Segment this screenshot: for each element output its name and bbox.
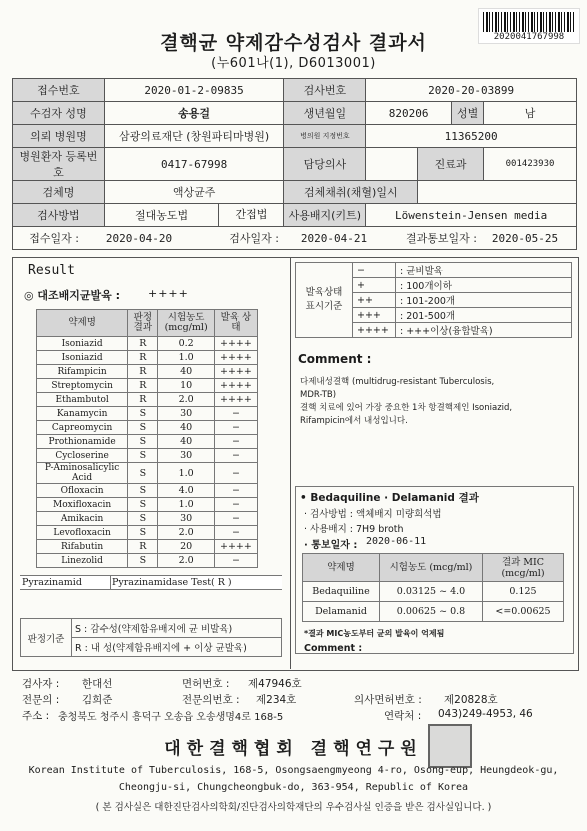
growth-desc: : 201-500개 — [396, 308, 572, 323]
drug-name: Isoniazid — [37, 337, 128, 351]
drug-name: Amikacin — [37, 512, 128, 526]
drug-concentration: 2.0 — [158, 393, 214, 407]
dept-label: 진료과 — [418, 148, 484, 181]
specialist-label: 전문의 : — [22, 694, 60, 706]
medium: Löwenstein-Jensen media — [366, 204, 577, 227]
drug-name: Linezolid — [37, 554, 128, 568]
control-growth-value: ++++ — [148, 287, 189, 300]
drug-concentration: 20 — [158, 540, 214, 554]
bd-col-mic: 결과 MIC (mcg/ml) — [483, 554, 564, 582]
drug-name: Cycloserine — [37, 449, 128, 463]
growth-sym: ++ — [353, 293, 396, 308]
dept: 001423930 — [484, 148, 577, 181]
criteria-label: 판정기준 — [21, 619, 72, 657]
examiner-name: 한대선 — [82, 678, 113, 690]
drug-name: Isoniazid — [37, 351, 128, 365]
specimen-label: 검체명 — [13, 181, 105, 204]
address: 충청북도 청주시 흥덕구 오송읍 오송생명4로 168-5 — [58, 712, 284, 723]
growth-sym: − — [353, 263, 396, 278]
bd-notify-date: 2020-06-11 — [366, 536, 427, 547]
method-label: 검사방법 — [13, 204, 105, 227]
doctor-license-no: 제20828호 — [444, 694, 498, 706]
growth-sym: + — [353, 278, 396, 293]
pyrazinamide-label: Pyrazinamid — [20, 576, 111, 589]
bd-comment-label: Comment : — [304, 643, 363, 654]
comment-line: MDR-TB) — [300, 390, 337, 400]
comment-line: 결핵 치료에 있어 가장 중요한 1차 항결핵제인 Isoniazid, — [300, 403, 513, 413]
drug-name: Ofloxacin — [37, 484, 128, 498]
criteria-r: R : 내 성(약제함유배지에 + 이상 균발육) — [72, 638, 282, 657]
drug-growth: − — [214, 463, 257, 484]
specimen: 액상균주 — [104, 181, 284, 204]
table-row — [37, 435, 258, 449]
drug-growth: ++++ — [214, 379, 257, 393]
barcode-number: 2020041767998 — [493, 32, 565, 42]
drug-result: S — [128, 463, 158, 484]
drug-growth: − — [214, 407, 257, 421]
hospital-code: 11365200 — [366, 125, 577, 148]
drug-concentration: 1.0 — [158, 498, 214, 512]
bd-concentration: 0.03125 ~ 4.0 — [380, 582, 483, 602]
patient-reg-no: 0417-67998 — [104, 148, 284, 181]
growth-desc: : 100개이하 — [396, 278, 572, 293]
drug-concentration: 40 — [158, 365, 214, 379]
institute-address-en-2: Cheongju-si, Chungcheongbuk-do, 363-954, Republic of Korea — [118, 782, 469, 793]
document-title: 결핵균 약제감수성검사 결과서 — [160, 32, 427, 54]
drug-result: R — [128, 351, 158, 365]
drug-concentration: 1.0 — [158, 351, 214, 365]
institute-name: 대한결핵협회 결핵연구원 — [164, 739, 423, 759]
growth-sym: ++++ — [353, 323, 396, 338]
growth-desc: : 101-200개 — [396, 293, 572, 308]
patient-name-label: 수검자 성명 — [13, 102, 105, 125]
table-row — [37, 421, 258, 435]
col-result: 판정 결과 — [128, 310, 158, 337]
drug-result: R — [128, 365, 158, 379]
notify-date: 2020-05-25 — [491, 231, 559, 245]
drug-growth: − — [214, 526, 257, 540]
drug-growth: − — [214, 435, 257, 449]
drug-concentration: 10 — [158, 379, 214, 393]
drug-growth: ++++ — [214, 365, 257, 379]
bd-heading: • Bedaquiline · Delamanid 결과 — [300, 492, 479, 504]
doctor-name — [366, 148, 418, 181]
comment-line: 다제내성결핵 (multidrug-resistant Tuberculosis, — [300, 377, 495, 387]
comment-body — [300, 376, 570, 428]
bd-mic: 0.125 — [483, 582, 564, 602]
table-row — [37, 540, 258, 554]
indirect-label: 간접법 — [218, 204, 283, 226]
drug-result: S — [128, 449, 158, 463]
drug-result: S — [128, 526, 158, 540]
table-row — [37, 463, 258, 484]
drug-result: R — [128, 379, 158, 393]
growth-sym: +++ — [353, 308, 396, 323]
drug-result: S — [128, 498, 158, 512]
col-drug: 약제명 — [37, 310, 128, 337]
control-growth-label: ◎ 대조배지균발육 : — [24, 289, 121, 302]
examiner-label: 검사자 : — [22, 678, 60, 690]
table-row — [37, 449, 258, 463]
bd-drug: Delamanid — [303, 602, 380, 622]
result-heading: Result — [28, 263, 75, 278]
drug-growth: ++++ — [214, 337, 257, 351]
table-row — [37, 393, 258, 407]
drug-result: S — [128, 407, 158, 421]
drug-concentration: 4.0 — [158, 484, 214, 498]
comment-line: Rifampicin에서 내성입니다. — [300, 416, 408, 426]
bd-medium: · 사용배지 : 7H9 broth — [304, 524, 404, 535]
growth-legend-table — [295, 262, 572, 338]
receipt-date: 2020-04-20 — [105, 231, 173, 245]
drug-growth: − — [214, 512, 257, 526]
document-subtitle: (누601나(1), D6013001) — [211, 56, 376, 71]
specialist-license-no: 제234호 — [256, 694, 297, 706]
drug-growth: − — [214, 498, 257, 512]
receipt-no-label: 접수번호 — [13, 79, 105, 102]
notify-date-label: 결과통보일자 : — [406, 232, 477, 245]
birth-date: 820206 — [366, 102, 452, 125]
growth-legend-label: 발육상태 표시기준 — [296, 263, 353, 338]
drug-result: S — [128, 435, 158, 449]
result-divider — [290, 257, 291, 669]
hospital-name: 삼광의료재단 (창원파티마병원) — [104, 125, 284, 148]
pyrazinamide-row — [20, 575, 282, 590]
drug-growth: − — [214, 449, 257, 463]
drug-result: S — [128, 554, 158, 568]
birth-label: 생년월일 — [284, 102, 366, 125]
drug-name: Levofloxacin — [37, 526, 128, 540]
drug-name: P-Aminosalicylic Acid — [37, 463, 128, 484]
table-row — [37, 512, 258, 526]
drug-name: Moxifloxacin — [37, 498, 128, 512]
bd-method: · 검사방법 : 액체배지 미량희석법 — [304, 509, 442, 520]
table-row — [37, 351, 258, 365]
drug-growth: − — [214, 484, 257, 498]
drug-name: Ethambutol — [37, 393, 128, 407]
drug-growth: ++++ — [214, 393, 257, 407]
drug-concentration: 30 — [158, 512, 214, 526]
drug-concentration: 2.0 — [158, 526, 214, 540]
table-row — [37, 554, 258, 568]
table-row — [37, 407, 258, 421]
criteria-table — [20, 618, 282, 657]
drug-growth: ++++ — [214, 540, 257, 554]
medium-label: 사용배지(키트) — [284, 204, 366, 227]
drug-result: S — [128, 484, 158, 498]
specialist-license-label: 전문의번호 : — [182, 694, 240, 706]
table-row — [37, 379, 258, 393]
exam-no: 2020-20-03899 — [366, 79, 577, 102]
sex: 남 — [484, 102, 577, 125]
drug-name: Kanamycin — [37, 407, 128, 421]
bd-drug: Bedaquiline — [303, 582, 380, 602]
drug-name: Streptomycin — [37, 379, 128, 393]
bd-result-table — [302, 553, 564, 622]
drug-result: S — [128, 512, 158, 526]
comment-heading: Comment : — [298, 352, 372, 366]
sex-label: 성별 — [452, 102, 484, 125]
exam-date: 2020-04-21 — [300, 231, 368, 245]
table-row — [37, 526, 258, 540]
drug-result: S — [128, 421, 158, 435]
drug-growth: − — [214, 554, 257, 568]
bd-notify-label: · 통보일자 : — [304, 540, 358, 551]
hospital-label: 의뢰 병원명 — [13, 125, 105, 148]
table-row — [37, 498, 258, 512]
table-row — [37, 365, 258, 379]
drug-concentration: 40 — [158, 435, 214, 449]
table-row — [37, 337, 258, 351]
drug-name: Prothionamide — [37, 435, 128, 449]
method: 절대농도법 — [135, 209, 189, 222]
drug-concentration: 30 — [158, 449, 214, 463]
exam-no-label: 검사번호 — [284, 79, 366, 102]
drug-growth: − — [214, 421, 257, 435]
drug-susceptibility-table — [36, 309, 258, 568]
growth-desc: : 균비발육 — [396, 263, 572, 278]
patient-name: 송용걸 — [104, 102, 284, 125]
certification-note: ( 본 검사실은 대한진단검사의학회/진단검사의학재단의 우수검사실 인증을 받은 검사실입니다. ) — [95, 802, 492, 813]
barcode-bars — [483, 12, 575, 32]
bd-concentration: 0.00625 ~ 0.8 — [380, 602, 483, 622]
contact: 043)249-4953, 46 — [438, 708, 533, 720]
exam-date-label: 검사일자 : — [229, 232, 279, 245]
drug-growth: ++++ — [214, 351, 257, 365]
drug-concentration: 1.0 — [158, 463, 214, 484]
col-growth: 발육 상태 — [214, 310, 257, 337]
specialist-name: 김희준 — [82, 694, 113, 706]
drug-concentration: 30 — [158, 407, 214, 421]
drug-name: Capreomycin — [37, 421, 128, 435]
table-row — [37, 484, 258, 498]
receipt-no: 2020-01-2-09835 — [104, 79, 284, 102]
growth-desc: : +++이상(융합발육) — [396, 323, 572, 338]
address-label: 주소 : — [22, 710, 50, 722]
bd-note: *결과 MIC농도부터 균의 발육이 억제됨 — [304, 629, 445, 638]
institute-address-en-1: Korean Institute of Tuberculosis, 168-5, Osongsaengmyeong 4-ro, Osong-eup, Heungdeok-gu, — [28, 765, 559, 776]
doctor-label: 담당의사 — [284, 148, 366, 181]
col-concentration: 시험농도 (mcg/ml) — [158, 310, 214, 337]
pyrazinamide-value: Pyrazinamidase Test( R ) — [112, 577, 232, 588]
drug-concentration: 40 — [158, 421, 214, 435]
patient-info-table — [12, 78, 577, 250]
drug-concentration: 2.0 — [158, 554, 214, 568]
bd-mic: <=0.00625 — [483, 602, 564, 622]
license-no: 제47946호 — [248, 678, 302, 690]
receipt-date-label: 접수일자 : — [29, 232, 79, 245]
license-label: 면허번호 : — [182, 678, 230, 690]
criteria-s: S : 감수성(약제함유배지에 균 비발육) — [72, 619, 282, 638]
bd-col-drug: 약제명 — [303, 554, 380, 582]
bd-col-concentration: 시험농도 (mcg/ml) — [380, 554, 483, 582]
collect-date-label: 검체채취(채혈)일시 — [284, 181, 418, 204]
barcode — [478, 8, 580, 44]
contact-label: 연락처 : — [384, 710, 422, 722]
doctor-license-label: 의사면허번호 : — [354, 694, 422, 706]
drug-concentration: 0.2 — [158, 337, 214, 351]
drug-name: Rifampicin — [37, 365, 128, 379]
drug-name: Rifabutin — [37, 540, 128, 554]
collect-date — [418, 181, 577, 204]
hospital-code-label: 병의원 지정번호 — [284, 125, 366, 148]
drug-result: R — [128, 393, 158, 407]
drug-result: R — [128, 337, 158, 351]
patient-reg-label: 병원환자 등록번호 — [13, 148, 105, 181]
drug-result: R — [128, 540, 158, 554]
